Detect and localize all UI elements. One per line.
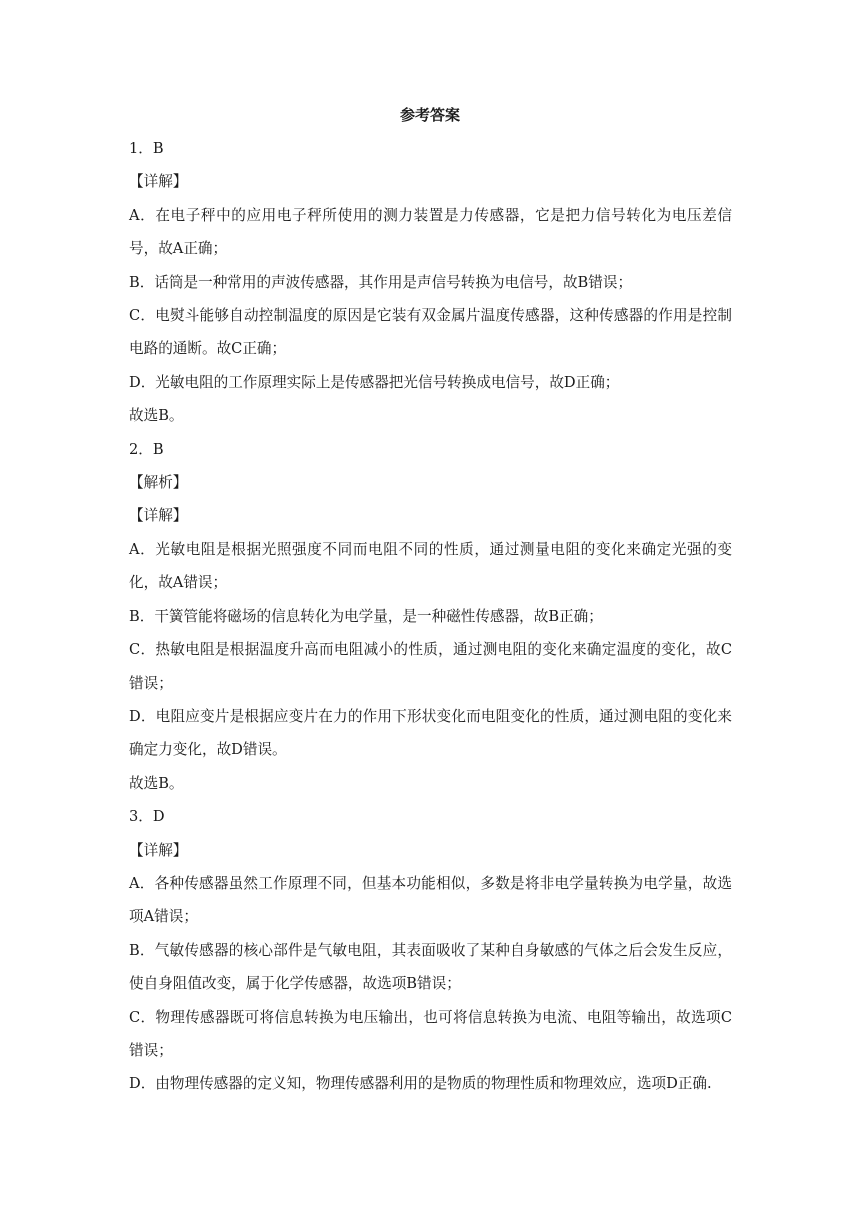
answer-paragraph: C．热敏电阻是根据温度升高而电阻减小的性质，通过测电阻的变化来确定温度的变化，故C错误； [129, 641, 732, 692]
answer-conclusion: 故选B。 [129, 407, 184, 425]
answer-paragraph: A．光敏电阻是根据光照强度不同而电阻不同的性质，通过测量电阻的变化来确定光强的变化，故A错误； [129, 540, 732, 592]
answer-paragraph: B．话筒是一种常用的声波传感器，其作用是声信号转换为电信号，故B错误； [129, 273, 633, 291]
answer-paragraph: D．电阻应变片是根据应变片在力的作用下形状变化而电阻变化的性质，通过测电阻的变化来确定力变化，故D错误。 [129, 707, 732, 759]
answer-paragraph: C．电熨斗能够自动控制温度的原因是它装有双金属片温度传感器，这种传感器的作用是控制电路的通断。故C正确； [129, 307, 732, 358]
answer-content [129, 132, 732, 1101]
section-tag: 【详解】 [129, 173, 188, 191]
answer-paragraph: B．干簧管能将磁场的信息转化为电学量，是一种磁性传感器，故B正确； [129, 607, 603, 625]
answer-heading: 2．B [129, 440, 164, 458]
answer-paragraph: A．各种传感器虽然工作原理不同，但基本功能相似，多数是将非电学量转换为电学量，故选项A错误； [129, 874, 732, 926]
answer-conclusion: 故选B。 [129, 774, 184, 792]
answer-paragraph: A．在电子秤中的应用电子秤所使用的测力装置是力传感器，它是把力信号转化为电压差信号，故A正确； [129, 206, 732, 258]
answer-paragraph: D．光敏电阻的工作原理实际上是传感器把光信号转换成电信号，故D正确； [129, 373, 620, 391]
answer-paragraph: C．物理传感器既可将信息转换为电压输出，也可将信息转换为电流、电阻等输出，故选项C错误； [129, 1008, 732, 1059]
section-tag: 【详解】 [129, 507, 188, 525]
answer-paragraph: D．由物理传感器的定义知，物理传感器利用的是物质的物理性质和物理效应，选项D正确. [129, 1075, 712, 1093]
answer-heading: 1．B [129, 140, 164, 157]
answer-paragraph: B．气敏传感器的核心部件是气敏电阻，其表面吸收了某种自身敏感的气体之后会发生反应，使自身阻值改变，属于化学传感器，故选项B错误； [129, 941, 732, 993]
answer-heading: 3．D [129, 808, 165, 826]
section-tag: 【详解】 [129, 841, 188, 859]
section-tag: 【解析】 [129, 474, 188, 492]
page-title: 参考答案 [399, 106, 460, 124]
